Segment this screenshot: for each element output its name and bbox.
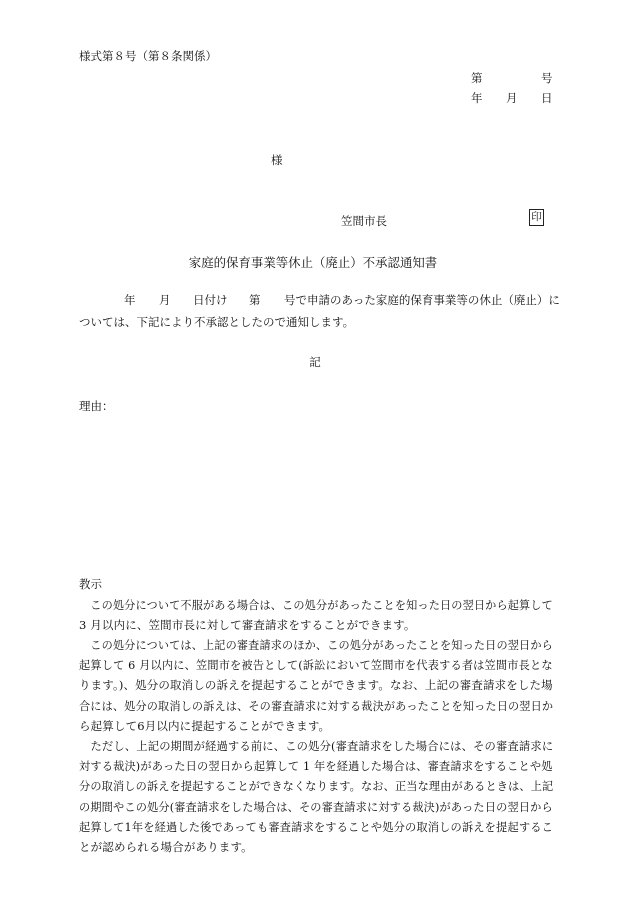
issuer-name: 笠間市長 [341,214,387,228]
addressee-honorific: 様 [271,153,283,167]
intro-dated: 日付け [193,293,228,307]
intro-rest: 号で申請のあった家庭的保育事業等の休止（廃止）に [284,293,560,307]
number-dai: 第 [471,71,483,85]
intro-month: 月 [159,293,171,307]
notice-p2-line: 合には、処分の取消しの訴えは、その審査請求に対する裁決があったことを知った日の翌日か [79,698,554,713]
notice-p1-line: この処分について不服がある場合は、この処分があったことを知った日の翌日から起算して [79,598,553,612]
notice-p3-line: とが認められる場合があります。 [79,840,253,855]
notice-paragraph-2 [79,635,553,736]
intro-dai: 第 [249,293,261,307]
seal-mark: 印 [529,209,544,226]
notice-paragraph-3 [79,736,553,857]
notice-paragraph-1 [79,595,553,635]
date-month: 月 [506,91,518,105]
number-go: 号 [541,71,553,85]
notice-p3-line: ただし、上記の期間が経過する前に、この処分(審査請求をした場合には、その審査請求に [79,739,554,753]
notice-p1-line: 3 月以内に、笠間市長に対して審査請求をすることができます。 [79,618,416,633]
reason-label: 理由： [79,399,114,413]
date-day: 日 [541,91,553,105]
notice-p2-line: ら起算して6月以内に提起することができます。 [79,718,331,733]
notice-p3-line: 対する裁決)があった日の翌日から起算して 1 年を経過した場合は、審査請求をすることや処 [79,759,553,774]
intro-line-2: ついては、下記により不承認としたので通知します。 [79,315,355,329]
notice-p3-line: 分の取消しの訴えを提起することができなくなります。なお、正当な理由があるときは、上記 [79,779,554,794]
document-title: 家庭的保育事業等休止（廃止）不承認通知書 [188,255,438,270]
date-year: 年 [471,91,483,105]
notice-p2-line: 起算して 6 月以内に、笠間市を被告として(訴訟において笠間市を代表する者は笠間市長とな [79,658,553,673]
ki-heading: 記 [309,355,321,369]
form-number: 様式第８号（第８条関係） [79,49,217,63]
notice-p2-line: ります。)、処分の取消しの訴えを提起することができます。なお、上記の審査請求をした場 [79,678,553,693]
notice-p3-line: の期間やこの処分(審査請求をした場合は、その審査請求に対する裁決)があった日の翌日から [79,799,553,814]
notice-p3-line: 起算して1年を経過した後であっても審査請求をすることや処分の取消しの訴えを提起するこ [79,819,553,834]
notice-heading: 教示 [79,577,102,591]
intro-year: 年 [124,293,136,307]
notice-p2-line: この処分については、上記の審査請求のほか、この処分があったことを知った日の翌日から [79,638,553,652]
